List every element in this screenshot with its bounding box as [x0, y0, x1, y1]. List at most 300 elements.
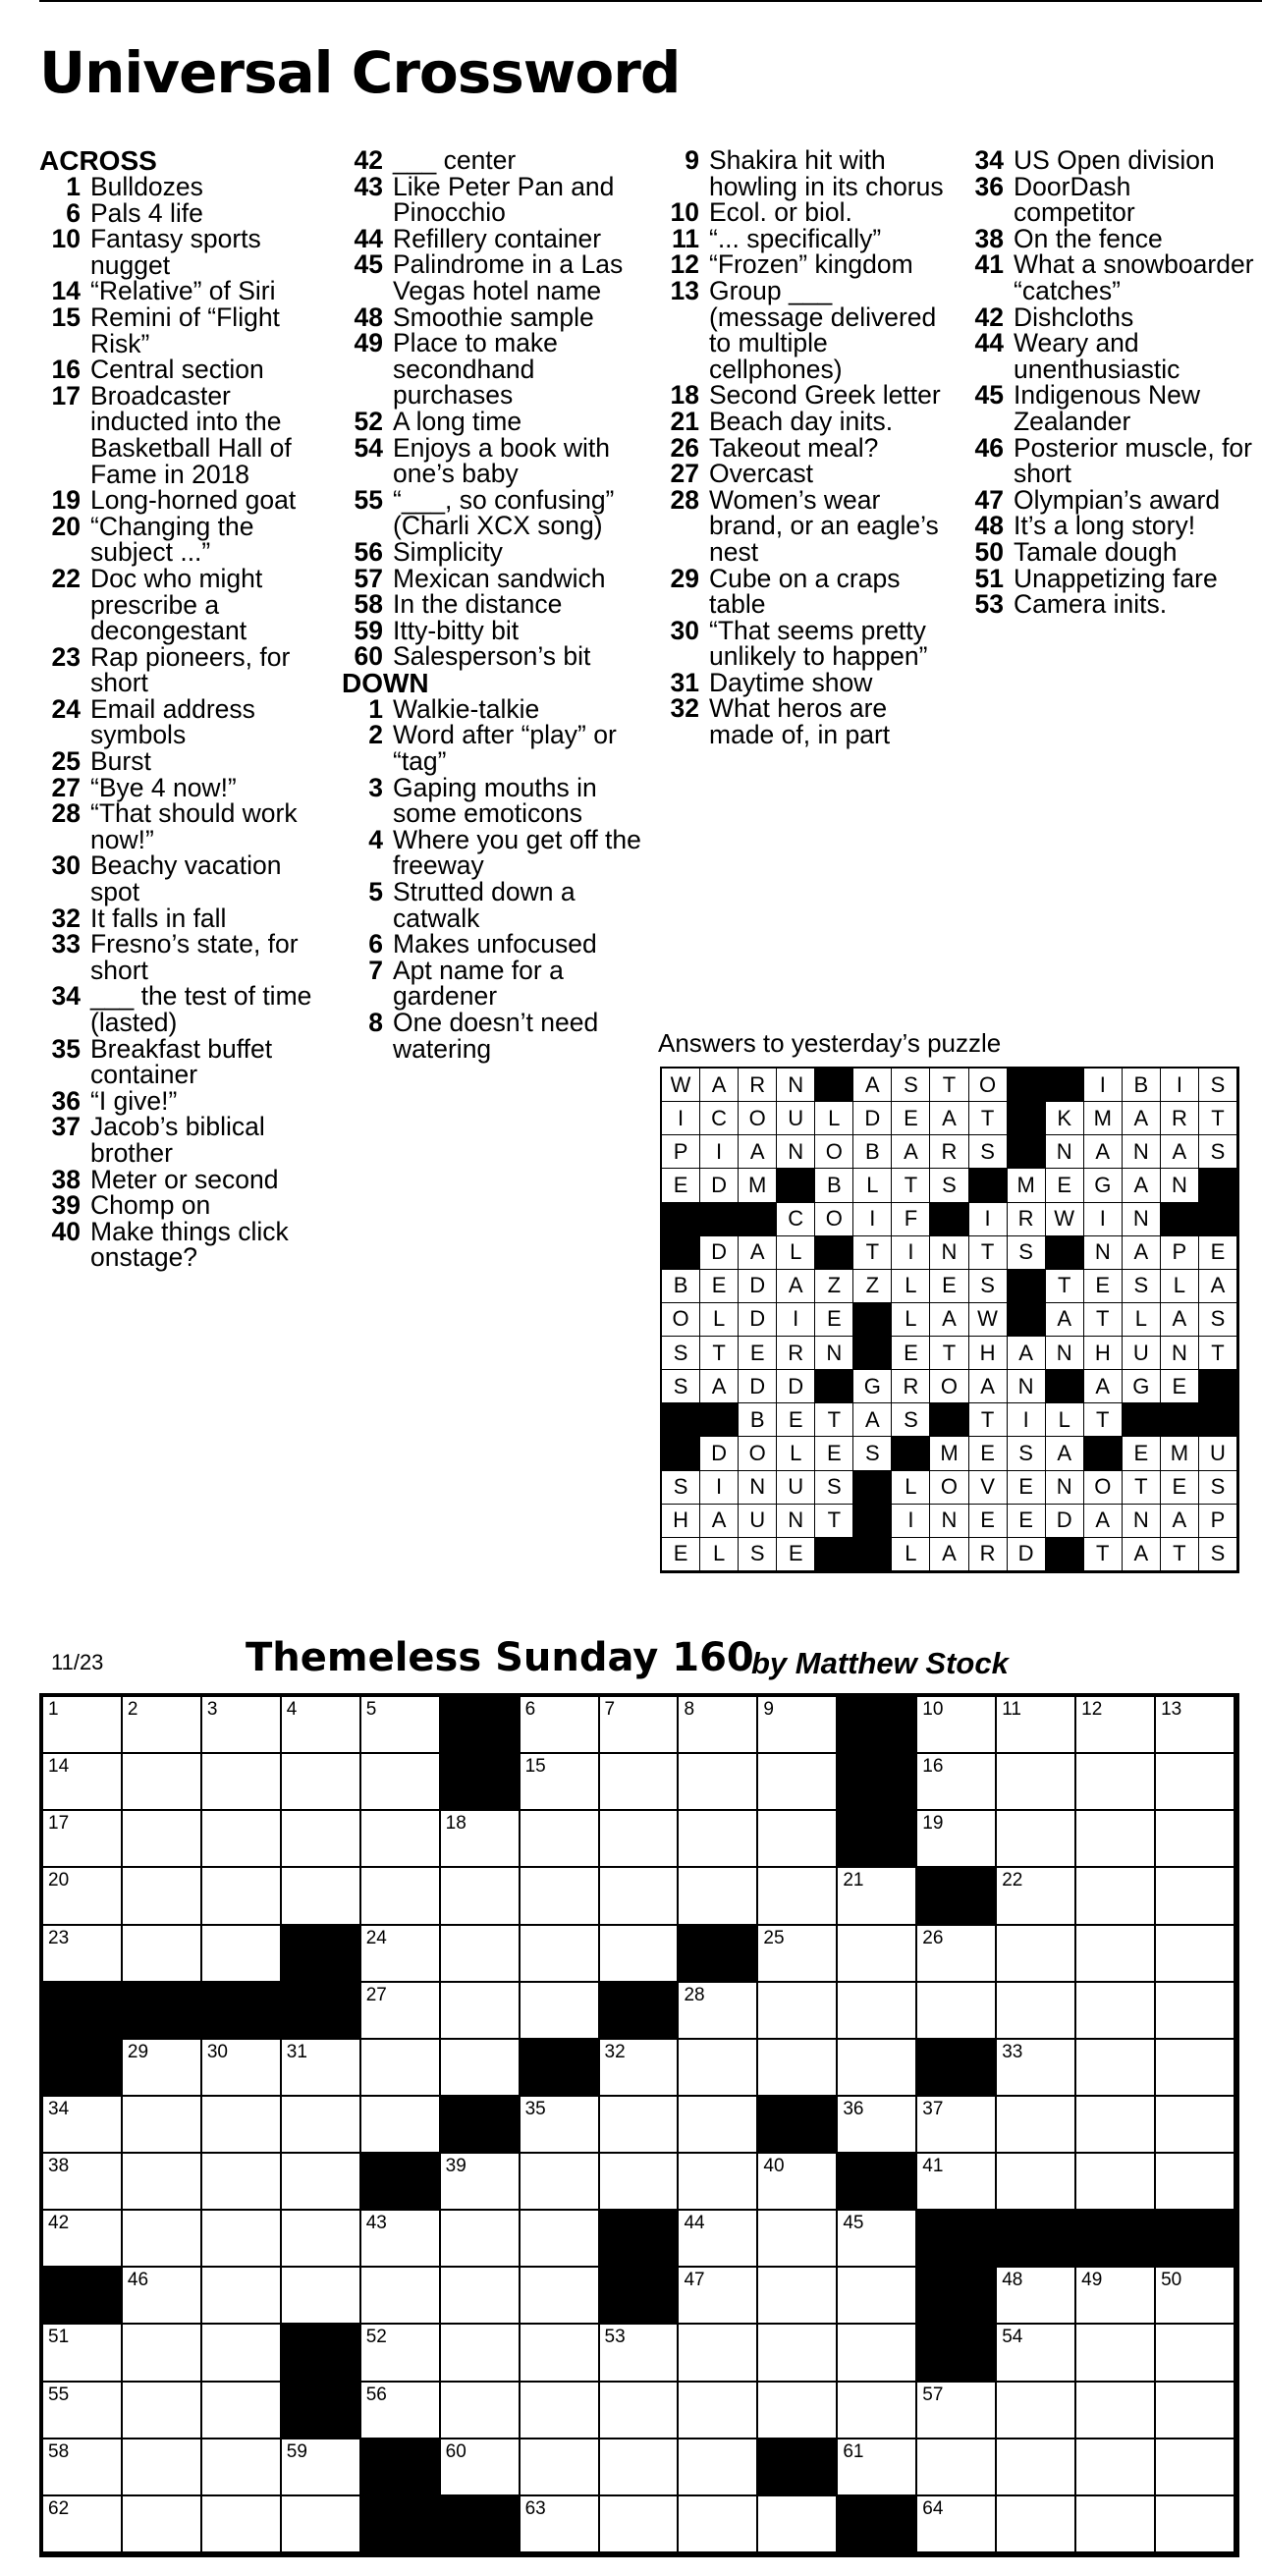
grid-cell[interactable] [441, 2040, 521, 2097]
grid-cell[interactable] [43, 1697, 123, 1754]
grid-cell[interactable] [202, 2097, 282, 2154]
grid-cell[interactable] [997, 1868, 1076, 1925]
grid-cell[interactable] [997, 1811, 1076, 1868]
clue-item [342, 147, 646, 174]
grid-cell[interactable] [997, 2268, 1076, 2325]
grid-cell[interactable] [282, 2496, 361, 2553]
grid-cell[interactable] [123, 1868, 202, 1925]
answer-cell: E [930, 1270, 968, 1303]
grid-cell[interactable] [1076, 2325, 1156, 2382]
grid-cell[interactable] [123, 1811, 202, 1868]
clue-item [39, 278, 334, 304]
grid-cell[interactable] [202, 1926, 282, 1983]
grid-cell[interactable] [1156, 2383, 1235, 2439]
grid-cell[interactable] [1156, 1811, 1235, 1868]
grid-cell[interactable] [997, 2496, 1076, 2553]
grid-cell[interactable] [917, 1926, 997, 1983]
answer-cell: R [739, 1069, 777, 1102]
grid-cell[interactable] [1076, 1983, 1156, 2040]
grid-cell[interactable] [679, 2268, 758, 2325]
grid-cell[interactable] [123, 1926, 202, 1983]
grid-cell[interactable] [758, 2325, 838, 2382]
grid-cell[interactable] [521, 2211, 600, 2268]
grid-cell[interactable] [679, 2040, 758, 2097]
grid-cell[interactable] [600, 2439, 680, 2496]
grid-cell[interactable] [521, 2268, 600, 2325]
grid-cell[interactable] [1156, 2439, 1235, 2496]
clue-number: 23 [51, 641, 81, 672]
clue-text: Enjoys a book with one’s baby [393, 432, 610, 489]
answer-cell: N [1161, 1169, 1199, 1202]
answer-cell: G [853, 1370, 892, 1403]
grid-cell[interactable] [202, 2439, 282, 2496]
grid-cell[interactable] [43, 2097, 123, 2154]
grid-cell[interactable] [521, 2097, 600, 2154]
grid-cell[interactable] [123, 2154, 202, 2211]
answer-cell: M [1008, 1169, 1046, 1202]
grid-cell[interactable] [202, 1868, 282, 1925]
clue-text: Refillery container [393, 223, 602, 253]
grid-cell[interactable] [521, 1868, 600, 1925]
answers-grid [660, 1067, 1239, 1573]
clue-number: 44 [354, 223, 383, 253]
clue-item [39, 983, 334, 1035]
grid-cell[interactable] [1076, 1926, 1156, 1983]
grid-cell[interactable] [1076, 2097, 1156, 2154]
answer-block-cell [853, 1538, 892, 1571]
grid-cell[interactable] [202, 2268, 282, 2325]
grid-cell[interactable] [361, 2325, 441, 2382]
answer-block-cell [1123, 1403, 1161, 1437]
clue-text: “Frozen” kingdom [709, 249, 913, 280]
clue-text: “I give!” [90, 1085, 178, 1116]
clue-text: Ecol. or biol. [709, 197, 852, 228]
grid-cell[interactable] [361, 1926, 441, 1983]
clue-text: Beach day inits. [709, 406, 894, 436]
grid-cell[interactable] [838, 2439, 917, 2496]
grid-cell[interactable] [202, 2154, 282, 2211]
grid-cell[interactable] [521, 2496, 600, 2553]
answer-cell: R [892, 1370, 930, 1403]
clue-item [39, 563, 334, 646]
clue-number: 19 [51, 485, 81, 516]
grid-cell[interactable] [441, 2439, 521, 2496]
grid-cell[interactable] [838, 1926, 917, 1983]
grid-cell[interactable] [43, 1868, 123, 1925]
grid-cell[interactable] [123, 2268, 202, 2325]
clue-text: DoorDash competitor [1014, 171, 1135, 228]
answer-cell: O [739, 1437, 777, 1470]
grid-cell[interactable] [361, 2097, 441, 2154]
grid-cell[interactable] [441, 1926, 521, 1983]
clue-text: One doesn’t need watering [393, 1008, 599, 1064]
answer-cell: E [1084, 1270, 1123, 1303]
clue-number: 56 [354, 536, 383, 567]
answer-block-cell [1161, 1203, 1199, 1236]
block-cell [838, 1754, 917, 1811]
grid-cell[interactable] [600, 2496, 680, 2553]
grid-cell[interactable] [1076, 1868, 1156, 1925]
grid-cell[interactable] [679, 2496, 758, 2553]
clue-item [342, 824, 646, 881]
grid-cell[interactable] [917, 1754, 997, 1811]
answer-cell: E [969, 1505, 1008, 1538]
grid-cell[interactable] [758, 1983, 838, 2040]
clue-text: Word after “play” or “tag” [393, 720, 617, 777]
answer-cell: M [739, 1169, 777, 1202]
clue-text: In the distance [393, 589, 563, 620]
grid-cell[interactable] [282, 2154, 361, 2211]
grid-cell[interactable] [123, 2211, 202, 2268]
grid-cell[interactable] [361, 2383, 441, 2439]
answer-block-cell [853, 1471, 892, 1505]
grid-cell[interactable] [1156, 2154, 1235, 2211]
grid-cell[interactable] [997, 1926, 1076, 1983]
grid-cell[interactable] [361, 1983, 441, 2040]
cell-number: 26 [922, 1927, 944, 1948]
grid-cell[interactable] [1076, 2040, 1156, 2097]
answer-cell: T [815, 1403, 853, 1437]
grid-cell[interactable] [838, 2040, 917, 2097]
grid-cell[interactable] [997, 2154, 1076, 2211]
grid-cell[interactable] [758, 2496, 838, 2553]
clue-number: 41 [974, 249, 1004, 280]
grid-cell[interactable] [758, 1754, 838, 1811]
clue-number: 22 [51, 563, 81, 593]
answer-block-cell [815, 1538, 853, 1571]
clue-text: A long time [393, 406, 522, 436]
grid-cell[interactable] [1156, 2496, 1235, 2553]
grid-cell[interactable] [838, 2211, 917, 2268]
grid-cell[interactable] [282, 1754, 361, 1811]
grid-cell[interactable] [1156, 2097, 1235, 2154]
cell-number: 55 [48, 2384, 70, 2405]
answer-cell: O [969, 1069, 1008, 1102]
grid-cell[interactable] [917, 2383, 997, 2439]
grid-cell[interactable] [202, 2383, 282, 2439]
answer-cell: E [700, 1270, 739, 1303]
grid-cell[interactable] [202, 1697, 282, 1754]
clue-text: Jacob’s biblical brother [90, 1112, 265, 1168]
grid-cell[interactable] [521, 1754, 600, 1811]
grid-cell[interactable] [43, 2439, 123, 2496]
clue-number: 15 [51, 301, 81, 332]
grid-cell[interactable] [838, 1868, 917, 1925]
clue-item [962, 330, 1257, 382]
grid-cell[interactable] [521, 2439, 600, 2496]
answer-cell: K [1046, 1102, 1084, 1135]
answer-cell: S [739, 1538, 777, 1571]
grid-cell[interactable] [679, 2383, 758, 2439]
grid-cell[interactable] [1076, 1811, 1156, 1868]
grid-cell[interactable] [679, 1868, 758, 1925]
block-cell [1076, 2211, 1156, 2268]
answer-cell: P [1199, 1505, 1237, 1538]
grid-cell[interactable] [838, 2097, 917, 2154]
grid-cell[interactable] [838, 2325, 917, 2382]
grid-cell[interactable] [917, 2097, 997, 2154]
answer-cell: L [1046, 1403, 1084, 1437]
grid-cell[interactable] [43, 2383, 123, 2439]
grid-cell[interactable] [282, 1811, 361, 1868]
grid-cell[interactable] [1076, 1754, 1156, 1811]
answer-cell: A [1123, 1102, 1161, 1135]
grid-cell[interactable] [441, 1983, 521, 2040]
grid-cell[interactable] [1076, 1697, 1156, 1754]
grid-cell[interactable] [43, 2325, 123, 2382]
grid-cell[interactable] [282, 2439, 361, 2496]
cell-number: 40 [763, 2156, 785, 2177]
clue-number: 18 [670, 380, 699, 411]
grid-cell[interactable] [123, 2097, 202, 2154]
grid-cell[interactable] [758, 1926, 838, 1983]
grid-cell[interactable] [43, 2154, 123, 2211]
grid-cell[interactable] [679, 1754, 758, 1811]
clue-number: 20 [51, 511, 81, 541]
grid-cell[interactable] [202, 1811, 282, 1868]
grid-cell[interactable] [361, 2040, 441, 2097]
grid-cell[interactable] [202, 1754, 282, 1811]
grid-cell[interactable] [1076, 2496, 1156, 2553]
grid-cell[interactable] [521, 2325, 600, 2382]
grid-cell[interactable] [997, 1754, 1076, 1811]
clue-item [39, 693, 334, 750]
grid-cell[interactable] [521, 2383, 600, 2439]
grid-cell[interactable] [1156, 1926, 1235, 1983]
answer-cell: F [892, 1203, 930, 1236]
grid-cell[interactable] [1156, 2040, 1235, 2097]
grid-cell[interactable] [917, 1983, 997, 2040]
grid-cell[interactable] [600, 1926, 680, 1983]
grid-cell[interactable] [679, 2325, 758, 2382]
grid-cell[interactable] [1156, 1868, 1235, 1925]
grid-cell[interactable] [758, 1697, 838, 1754]
grid-cell[interactable] [43, 2211, 123, 2268]
grid-cell[interactable] [361, 1697, 441, 1754]
grid-cell[interactable] [521, 1811, 600, 1868]
grid-cell[interactable] [1076, 2439, 1156, 2496]
clue-item [342, 432, 646, 489]
grid-cell[interactable] [441, 1868, 521, 1925]
answer-cell: T [969, 1403, 1008, 1437]
answer-cell: I [853, 1203, 892, 1236]
block-cell [43, 2268, 123, 2325]
answer-cell: I [892, 1505, 930, 1538]
grid-cell[interactable] [600, 1754, 680, 1811]
grid-cell[interactable] [679, 1811, 758, 1868]
grid-cell[interactable] [997, 2383, 1076, 2439]
answer-cell: P [662, 1135, 700, 1169]
clue-number: 40 [51, 1216, 81, 1246]
answer-cell: V [969, 1471, 1008, 1505]
grid-cell[interactable] [679, 2211, 758, 2268]
grid-cell[interactable] [202, 2325, 282, 2382]
clue-item [962, 513, 1257, 539]
grid-cell[interactable] [43, 1811, 123, 1868]
grid-cell[interactable] [600, 2097, 680, 2154]
cell-number: 58 [48, 2440, 70, 2462]
grid-cell[interactable] [361, 2211, 441, 2268]
cell-number: 39 [445, 2156, 466, 2177]
grid-cell[interactable] [600, 2383, 680, 2439]
answer-cell: L [1161, 1270, 1199, 1303]
grid-cell[interactable] [758, 1811, 838, 1868]
grid-cell[interactable] [758, 1868, 838, 1925]
grid-cell[interactable] [123, 2040, 202, 2097]
grid-cell[interactable] [1156, 2268, 1235, 2325]
grid-cell[interactable] [123, 2383, 202, 2439]
clue-text: It falls in fall [90, 903, 227, 933]
grid-cell[interactable] [679, 2154, 758, 2211]
grid-cell[interactable] [997, 2097, 1076, 2154]
clue-heading: ACROSS [39, 145, 157, 176]
grid-cell[interactable] [1156, 2325, 1235, 2382]
grid-cell[interactable] [758, 2383, 838, 2439]
grid-cell[interactable] [361, 1868, 441, 1925]
cell-number: 60 [445, 2440, 466, 2462]
clue-item [658, 251, 953, 278]
grid-cell[interactable] [123, 2325, 202, 2382]
answer-cell: N [1008, 1370, 1046, 1403]
clue-item [342, 693, 646, 724]
grid-cell[interactable] [441, 2325, 521, 2382]
grid-cell[interactable] [917, 2154, 997, 2211]
grid-cell[interactable] [1076, 2154, 1156, 2211]
grid-cell[interactable] [282, 1868, 361, 1925]
grid-cell[interactable] [123, 1754, 202, 1811]
grid-cell[interactable] [282, 2268, 361, 2325]
cell-number: 62 [48, 2497, 70, 2519]
grid-cell[interactable] [600, 2154, 680, 2211]
grid-cell[interactable] [1156, 1983, 1235, 2040]
clue-number: 38 [51, 1164, 81, 1194]
grid-cell[interactable] [441, 2154, 521, 2211]
grid-cell[interactable] [1156, 1754, 1235, 1811]
grid-cell[interactable] [202, 2040, 282, 2097]
clue-item [962, 536, 1257, 567]
grid-cell[interactable] [441, 2268, 521, 2325]
grid-cell[interactable] [997, 2040, 1076, 2097]
block-cell [521, 2040, 600, 2097]
grid-cell[interactable] [600, 1811, 680, 1868]
answer-cell: E [1123, 1437, 1161, 1470]
grid-cell[interactable] [838, 2383, 917, 2439]
answer-cell: A [1084, 1370, 1123, 1403]
grid-cell[interactable] [917, 1697, 997, 1754]
grid-cell[interactable] [521, 2154, 600, 2211]
grid-cell[interactable] [838, 2268, 917, 2325]
grid-cell[interactable] [917, 2496, 997, 2553]
clue-text: “That seems pretty unlikely to happen” [709, 615, 928, 672]
clue-number: 57 [354, 563, 383, 593]
grid-cell[interactable] [202, 2211, 282, 2268]
answer-block-cell [739, 1203, 777, 1236]
grid-cell[interactable] [758, 2154, 838, 2211]
grid-cell[interactable] [43, 2496, 123, 2553]
grid-cell[interactable] [758, 2040, 838, 2097]
grid-cell[interactable] [600, 1697, 680, 1754]
grid-cell[interactable] [282, 2211, 361, 2268]
grid-cell[interactable] [441, 1811, 521, 1868]
block-cell [997, 2211, 1076, 2268]
grid-cell[interactable] [521, 1697, 600, 1754]
cell-number: 16 [922, 1756, 944, 1778]
grid-cell[interactable] [917, 2439, 997, 2496]
grid-cell[interactable] [679, 2097, 758, 2154]
grid-cell[interactable] [997, 1697, 1076, 1754]
cell-number: 45 [843, 2213, 864, 2234]
clue-number: 48 [974, 511, 1004, 541]
grid-cell[interactable] [997, 2439, 1076, 2496]
answer-cell: S [1199, 1538, 1237, 1571]
clue-item [39, 1085, 334, 1116]
grid-cell[interactable] [361, 1754, 441, 1811]
grid-cell[interactable] [282, 2040, 361, 2097]
clue-text: Chomp on [90, 1190, 211, 1221]
grid-cell[interactable] [441, 2211, 521, 2268]
grid-cell[interactable] [123, 1697, 202, 1754]
grid-cell[interactable] [361, 1811, 441, 1868]
clue-item [342, 536, 646, 567]
grid-cell[interactable] [123, 2496, 202, 2553]
grid-cell[interactable] [1076, 2383, 1156, 2439]
answer-cell: N [1161, 1337, 1199, 1370]
block-cell [123, 1983, 202, 2040]
grid-cell[interactable] [997, 1983, 1076, 2040]
grid-cell[interactable] [679, 1983, 758, 2040]
grid-cell[interactable] [441, 2383, 521, 2439]
answer-cell: S [815, 1471, 853, 1505]
grid-cell[interactable] [123, 2439, 202, 2496]
grid-cell[interactable] [43, 1926, 123, 1983]
grid-cell[interactable] [361, 2268, 441, 2325]
grid-cell[interactable] [521, 1926, 600, 1983]
grid-cell[interactable] [1156, 1697, 1235, 1754]
grid-cell[interactable] [600, 2040, 680, 2097]
grid-cell[interactable] [282, 2097, 361, 2154]
grid-cell[interactable] [838, 1983, 917, 2040]
answer-cell: I [662, 1102, 700, 1135]
grid-cell[interactable] [1076, 2268, 1156, 2325]
clue-text: Weary and unenthusiastic [1014, 328, 1180, 384]
grid-cell[interactable] [282, 1697, 361, 1754]
grid-cell[interactable] [917, 1811, 997, 1868]
grid-cell[interactable] [997, 2325, 1076, 2382]
answer-block-cell [662, 1437, 700, 1470]
grid-cell[interactable] [679, 1697, 758, 1754]
grid-cell[interactable] [521, 1983, 600, 2040]
grid-cell[interactable] [758, 2211, 838, 2268]
clue-number: 6 [66, 197, 81, 228]
grid-cell[interactable] [600, 2325, 680, 2382]
clue-number: 36 [974, 171, 1004, 201]
clue-number: 46 [974, 432, 1004, 463]
puzzle-byline: by Matthew Stock [751, 1646, 1009, 1680]
clue-item [39, 197, 334, 228]
grid-cell[interactable] [758, 2268, 838, 2325]
grid-cell[interactable] [202, 2496, 282, 2553]
clue-item [342, 955, 646, 1012]
grid-cell[interactable] [600, 1868, 680, 1925]
answer-cell: S [930, 1169, 968, 1202]
block-cell [600, 2211, 680, 2268]
answer-cell: A [700, 1370, 739, 1403]
grid-cell[interactable] [679, 2439, 758, 2496]
answer-cell: E [815, 1437, 853, 1470]
clue-item [39, 380, 334, 489]
clue-item [658, 484, 953, 567]
grid-cell[interactable] [43, 1754, 123, 1811]
